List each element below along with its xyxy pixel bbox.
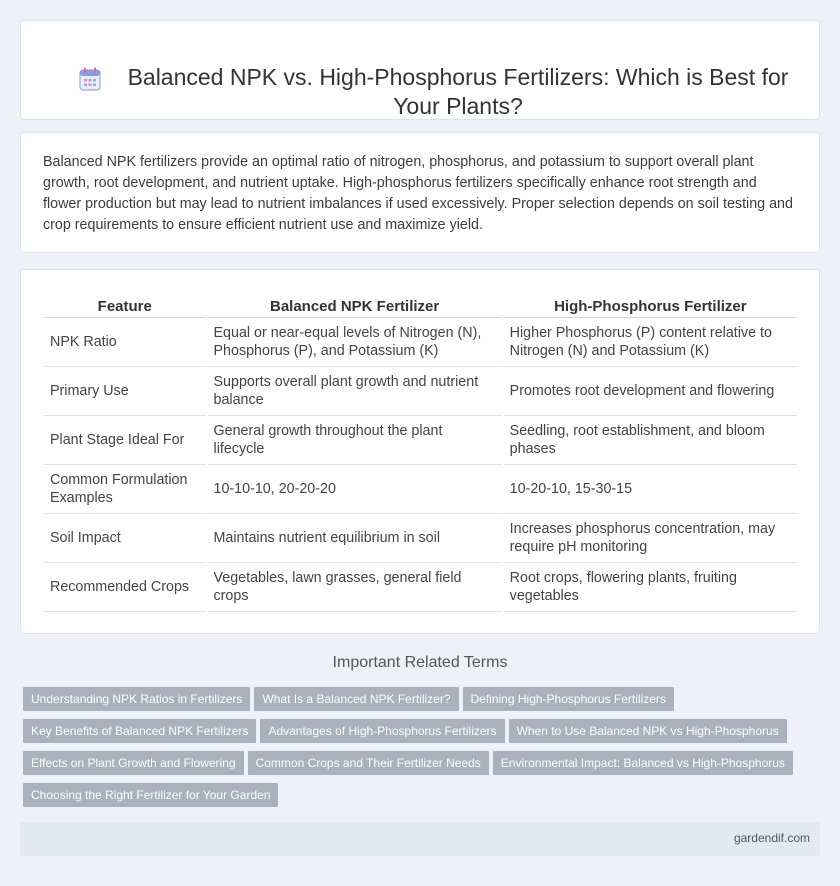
table-header-row [44,295,797,318]
feature-cell: Plant Stage Ideal For [44,416,206,465]
related-term-tag[interactable]: Defining High-Phosphorus Fertilizers [463,687,674,711]
balanced-cell: 10-10-10, 20-20-20 [208,465,502,514]
intro-card [20,132,820,253]
high-phosphorus-cell: Seedling, root establishment, and bloom phases [504,416,797,465]
high-phosphorus-cell: 10-20-10, 15-30-15 [504,465,797,514]
feature-cell: Common Formulation Examples [44,465,206,514]
table-row [44,514,797,563]
column-header-feature: Feature [44,295,206,318]
feature-cell: Soil Impact [44,514,206,563]
balanced-cell: Vegetables, lawn grasses, general field crops [208,563,502,612]
column-header-balanced: Balanced NPK Fertilizer [208,295,502,318]
high-phosphorus-cell: Root crops, flowering plants, fruiting vegetables [504,563,797,612]
related-term-tag[interactable]: Environmental Impact: Balanced vs High-Phosphorus [493,751,793,775]
table-row [44,563,797,612]
related-term-tag[interactable]: Understanding NPK Ratios in Fertilizers [23,687,250,711]
related-terms-list [23,687,813,815]
footer-site-name[interactable]: gardendif.com [733,831,810,845]
table-row [44,416,797,465]
feature-cell: Recommended Crops [44,563,206,612]
balanced-cell: Maintains nutrient equilibrium in soil [208,514,502,563]
footer [20,822,820,856]
related-term-tag[interactable]: Effects on Plant Growth and Flowering [23,751,244,775]
comparison-table [42,295,799,612]
related-term-tag[interactable]: Choosing the Right Fertilizer for Your Garden [23,783,278,807]
feature-cell: Primary Use [44,367,206,416]
page-title: Balanced NPK vs. High-Phosphorus Fertilizers: Which is Best for Your Plants? [127,64,789,119]
related-term-tag[interactable]: When to Use Balanced NPK vs High-Phosphorus [509,719,787,743]
related-term-tag[interactable]: Key Benefits of Balanced NPK Fertilizers [23,719,256,743]
related-term-tag[interactable]: Advantages of High-Phosphorus Fertilizers [260,719,504,743]
related-term-tag[interactable]: What Is a Balanced NPK Fertilizer? [254,687,458,711]
table-row [44,465,797,514]
high-phosphorus-cell: Increases phosphorus concentration, may require pH monitoring [504,514,797,563]
high-phosphorus-cell: Higher Phosphorus (P) content relative to Nitrogen (N) and Potassium (K) [504,318,797,367]
calendar-icon [79,67,101,91]
feature-cell: NPK Ratio [44,318,206,367]
comparison-card [20,269,820,634]
intro-paragraph: Balanced NPK fertilizers provide an optimal ratio of nitrogen, phosphorus, and potassium to support overall plant growth, root development, and nutrient uptake. High-phosphorus fertilizers specifically enhance root strength and flower production but may lead to nutrient imbalances if used excessively. Proper selection depends on soil testing and crop requirements to ensure efficient nutrient use and maximize yield. [43,154,793,233]
balanced-cell: Supports overall plant growth and nutrient balance [208,367,502,416]
column-header-high-phosphorus: High-Phosphorus Fertilizer [504,295,797,318]
table-row [44,318,797,367]
balanced-cell: Equal or near-equal levels of Nitrogen (N), Phosphorus (P), and Potassium (K) [208,318,502,367]
related-terms-heading: Important Related Terms [332,654,508,671]
related-term-tag[interactable]: Common Crops and Their Fertilizer Needs [248,751,489,775]
table-row [44,367,797,416]
high-phosphorus-cell: Promotes root development and flowering [504,367,797,416]
balanced-cell: General growth throughout the plant lifecycle [208,416,502,465]
header-card [20,20,820,120]
